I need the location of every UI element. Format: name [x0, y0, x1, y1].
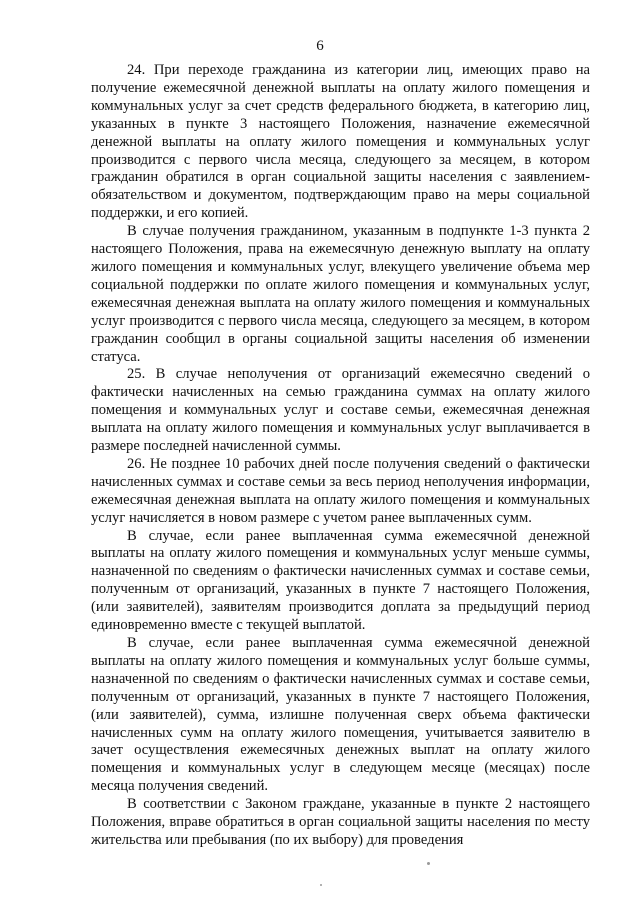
paragraph-25: 25. В случае неполучения от организаций ежемесячно сведений о фактически начисленных на семью гражданина суммах на оплату жилого помещения и коммунальных услуг и составе семьи, ежемесячная денежная выплата на оплату жилого помещения и коммунальных услуг выплачивается в размере последней начисленной суммы.	[91, 366, 590, 455]
paragraph-law-reference: В соответствии с Законом граждане, указанные в пункте 2 настоящего Положения, вправе обратиться в орган социальной защиты населения по месту жительства или пребывания (по их выбору) для проведения	[91, 796, 590, 848]
scan-dot-mark	[427, 862, 430, 865]
paragraph-26-overpayment: В случае, если ранее выплаченная сумма ежемесячной денежной выплаты на оплату жилого помещения и коммунальных услуг больше суммы, назначенной по сведениям о фактически начисленных суммах и составе семьи, полученным от организаций, указанных в пункте 7 настоящего Положения, (или заявителей), сумма, излишне полученная сверх объема фактически начисленных сумм на оплату жилого помещения, учитывается заявителю в зачет осуществления ежемесячных денежных выплат на оплату жилого помещения и коммунальных услуг в следующем месяце (месяцах) после месяца получения сведений.	[91, 635, 590, 795]
page-number: 6	[316, 38, 324, 54]
scan-dot-mark	[320, 884, 322, 886]
paragraph-24: 24. При переходе гражданина из категории лиц, имеющих право на получение ежемесячной денежной выплаты на оплату жилого помещения и коммунальных услуг за счет средств федерального бюджета, в категорию лиц, указанных в пункте 3 настоящего Положения, назначение ежемесячной денежной выплаты на оплату жилого помещения и коммунальных услуг производится с первого числа месяца, следующего за месяцем, в котором гражданин обратился в орган социальной защиты населения с заявлением-обязательством и документом, подтверждающим право на меры социальной поддержки, и его копией.	[91, 62, 590, 222]
paragraph-26: 26. Не позднее 10 рабочих дней после получения сведений о фактически начисленных суммах и составе семьи за весь период неполучения информации, ежемесячная денежная выплата на оплату жилого помещения и коммунальных услуг начисляется в новом размере с учетом ранее выплаченных сумм.	[91, 455, 590, 526]
paragraph-26-underpayment: В случае, если ранее выплаченная сумма ежемесячной денежной выплаты на оплату жилого помещения и коммунальных услуг меньше суммы, назначенной по сведениям о фактически начисленных суммах и составе семьи, полученным от организаций, указанных в пункте 7 настоящего Положения, (или заявителей), заявителям производится доплата за предыдущий период единовременно вместе с текущей выплатой.	[91, 527, 590, 634]
paragraph-24-status-change: В случае получения гражданином, указанным в подпункте 1-3 пункта 2 настоящего Положения, права на ежемесячную денежную выплату на оплату жилого помещения и коммунальных услуг, влекущего увеличение объема мер социальной поддержки по оплате жилого помещения и коммунальных услуг, ежемесячная денежная выплата на оплату жилого помещения и коммунальных услуг производится с первого числа месяца, следующего за месяцем, в котором гражданин сообщил в органы социальной защиты населения об изменении статуса.	[91, 223, 590, 365]
document-body	[91, 62, 590, 850]
